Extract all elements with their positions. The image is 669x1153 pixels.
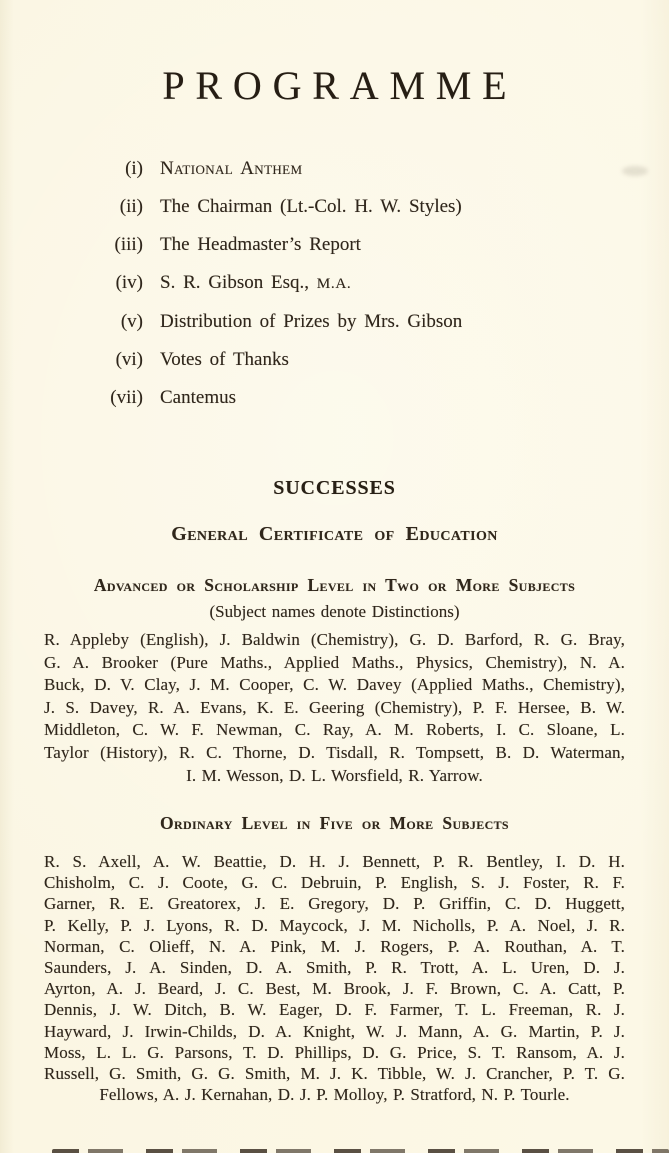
names-line: Ayrton, A. J. Beard, J. C. Best, M. Brook, J. F. Brown, C. A. Catt, P. [44,979,625,999]
item-label: Cantemus [160,387,236,408]
names-line: Hayward, J. Irwin-Childs, D. A. Knight, W. J. Mann, A. G. Martin, P. J. [44,1021,625,1041]
names-line: R. S. Axell, A. W. Beattie, D. H. J. Bennett, P. R. Bentley, I. D. H. [44,852,625,871]
names-line: J. S. Davey, R. A. Evans, K. E. Geering (Chemistry), P. F. Hersee, B. W. [44,697,625,717]
names-line: Norman, C. Olieff, N. A. Pink, M. J. Rogers, P. A. Routhan, A. T. [44,936,625,956]
item-numeral: (i) [125,158,143,179]
programme-item-3 [0,234,669,255]
ordinary-level-names [44,851,625,1105]
item-numeral: (iii) [114,234,143,255]
names-line: P. Kelly, P. J. Lyons, R. D. Maycock, J. M. Nicholls, P. A. Noel, J. R. [44,915,625,935]
programme-item-4 [0,272,669,294]
item-label: The Headmaster’s Report [160,234,361,255]
item-numeral: (v) [120,311,143,332]
distinctions-note: (Subject names denote Distinctions) [209,602,460,621]
names-line: Russell, G. Smith, G. G. Smith, M. J. K. Tibble, W. J. Crancher, P. T. G. [44,1064,625,1084]
programme-item-2 [0,196,669,217]
names-line: Saunders, J. A. Sinden, D. A. Smith, P. R. Trott, A. L. Uren, D. J. [44,958,625,978]
names-line: Buck, D. V. Clay, J. M. Cooper, C. W. Davey (Applied Maths., Chemistry), [44,675,625,695]
gce-heading: General Certificate of Education [171,523,498,545]
programme-item-1 [0,158,669,179]
programme-item-7 [0,387,669,408]
cut-off-text-artifact [52,1149,669,1153]
names-line: I. M. Wesson, D. L. Worsfield, R. Yarrow. [186,765,483,785]
names-line: G. A. Brooker (Pure Maths., Applied Maths., Physics, Chemistry), N. A. [44,652,625,672]
successes-heading: SUCCESSES [273,477,396,499]
names-line: Middleton, C. W. F. Newman, C. Ray, A. M. Roberts, I. C. Sloane, L. [44,720,625,740]
item-label: Distribution of Prizes by Mrs. Gibson [160,311,463,332]
ordinary-level-heading: Ordinary Level in Five or More Subjects [160,813,509,833]
names-line: Garner, R. E. Greatorex, J. E. Gregory, D. P. Griffin, C. D. Huggett, [44,894,625,914]
programme-list [0,158,669,425]
item-numeral: (vii) [110,387,143,408]
item-numeral: (iv) [115,272,143,293]
programme-item-5 [0,311,669,332]
advanced-level-heading: Advanced or Scholarship Level in Two or More Subjects [93,575,576,595]
item-label-main: S. R. Gibson Esq., [160,272,317,293]
item-numeral: (ii) [119,196,143,217]
programme-item-6 [0,349,669,370]
item-label: Votes of Thanks [160,349,289,370]
names-line: R. Appleby (English), J. Baldwin (Chemistry), G. D. Barford, R. G. Bray, [44,630,625,649]
names-line: Fellows, A. J. Kernahan, D. J. P. Molloy, P. Stratford, N. P. Tourle. [99,1085,570,1105]
names-line: Taylor (History), R. C. Thorne, D. Tisdall, R. Tompsett, B. D. Waterman, [44,742,625,762]
item-label [160,272,351,294]
item-label: The Chairman (Lt.-Col. H. W. Styles) [160,196,462,217]
names-line: Dennis, J. W. Ditch, B. W. Eager, D. F. Farmer, T. L. Freeman, R. J. [44,1000,625,1020]
advanced-level-names [44,629,625,787]
item-numeral: (vi) [115,349,143,370]
item-label-postnominal: M.A. [316,275,352,292]
names-line: Moss, L. L. G. Parsons, T. D. Phillips, D. G. Price, S. T. Ransom, A. J. [44,1042,625,1062]
page-title: PROGRAMME [162,63,518,108]
scan-smudge [622,166,648,176]
item-label: National Anthem [160,158,303,179]
names-line: Chisholm, C. J. Coote, G. C. Debruin, P. English, S. J. Foster, R. F. [44,873,625,893]
